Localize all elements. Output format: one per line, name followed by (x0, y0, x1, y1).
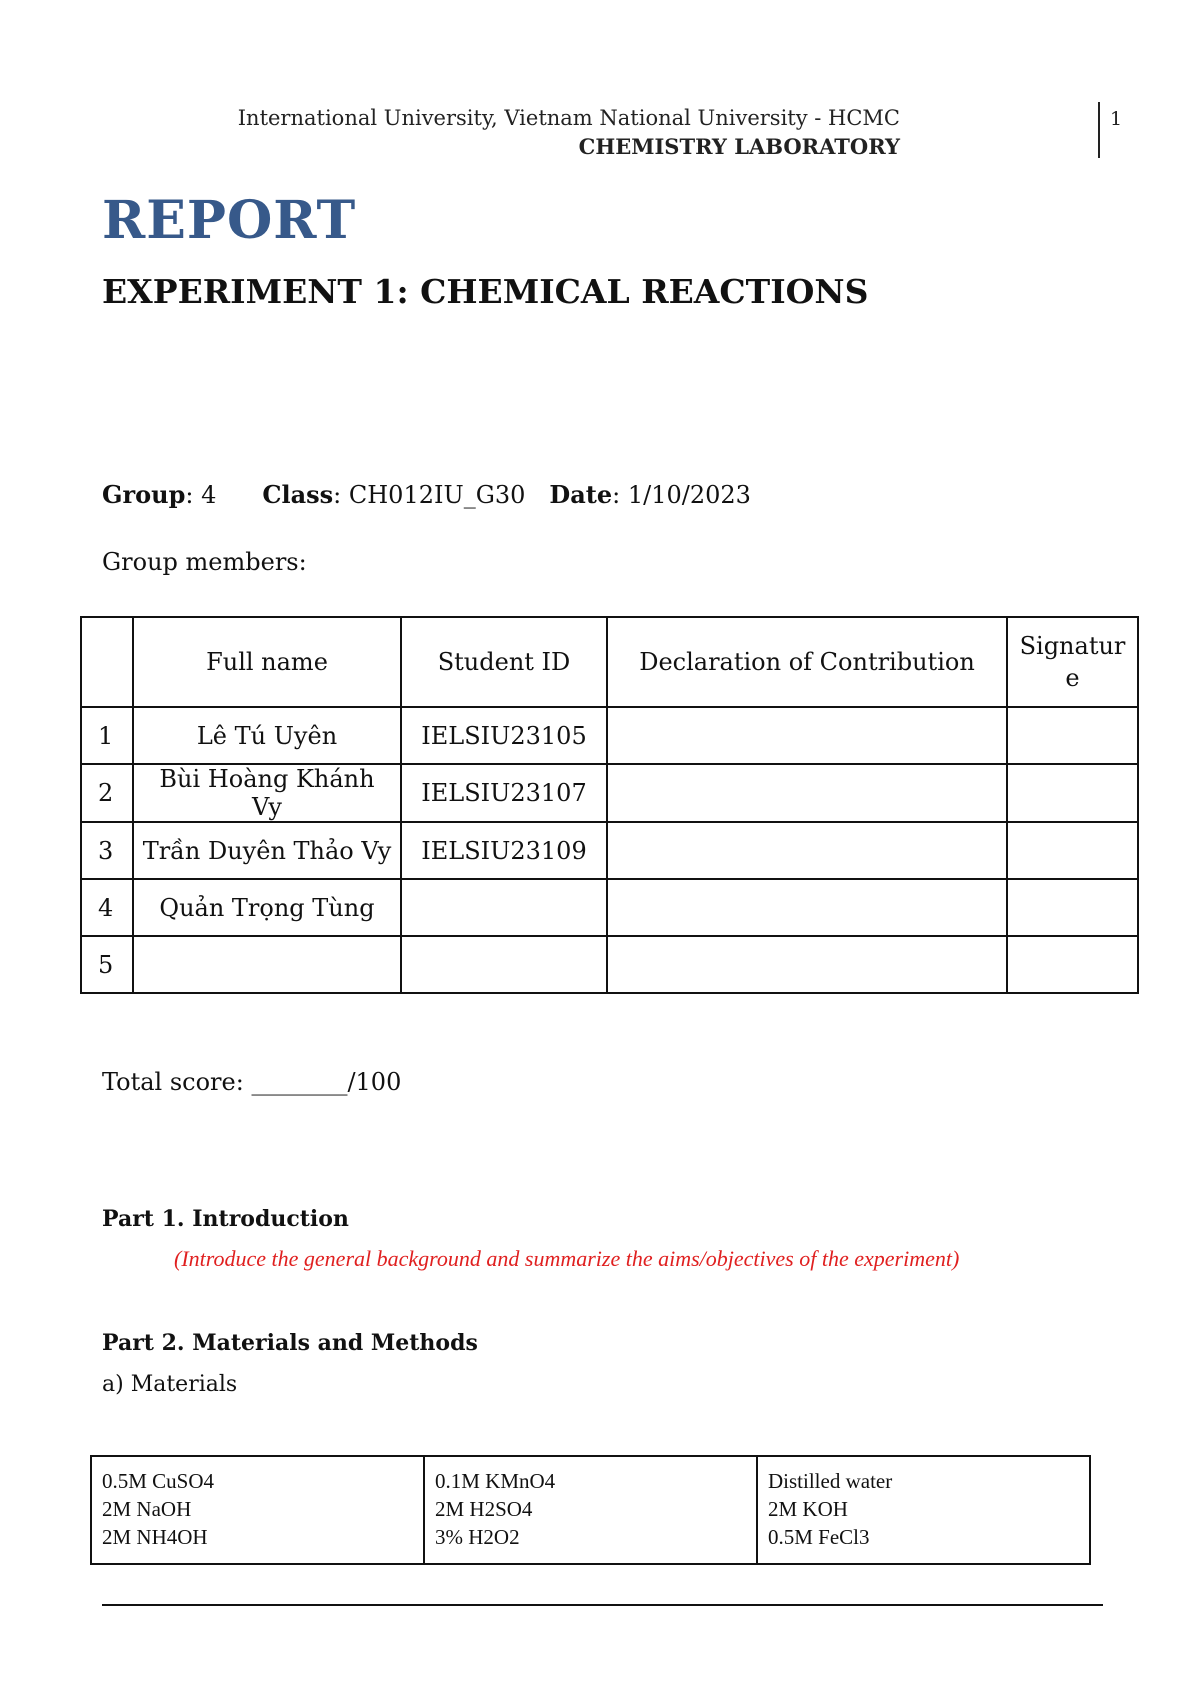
date-value: : 1/10/2023 (612, 481, 751, 509)
materials-cell (424, 1456, 757, 1564)
header-lab: CHEMISTRY LABORATORY (578, 134, 900, 159)
member-signature (1007, 707, 1138, 764)
member-name (133, 936, 401, 993)
class-value: : CH012IU_G30 (333, 481, 526, 509)
group-members-label: Group members: (102, 548, 307, 576)
row-number: 2 (81, 764, 133, 822)
header-cell-contribution: Declaration of Contribution (607, 617, 1007, 707)
row-number: 5 (81, 936, 133, 993)
row-number: 4 (81, 879, 133, 936)
header-cell-number (81, 617, 133, 707)
member-contribution (607, 936, 1007, 993)
date-label: Date (549, 480, 613, 509)
member-contribution (607, 707, 1007, 764)
member-signature (1007, 822, 1138, 879)
page-title: REPORT (102, 190, 357, 251)
member-name: Trần Duyên Thảo Vy (133, 822, 401, 879)
material-item: 2M NaOH (102, 1497, 192, 1521)
members-table (80, 616, 1139, 994)
material-item: 3% H2O2 (435, 1525, 520, 1549)
member-name: Bùi Hoàng Khánh Vy (133, 764, 401, 822)
page-number: 1 (1110, 108, 1123, 130)
table-row (81, 879, 1138, 936)
member-signature (1007, 879, 1138, 936)
part2-heading: Part 2. Materials and Methods (102, 1330, 478, 1356)
member-signature (1007, 936, 1138, 993)
member-signature (1007, 764, 1138, 822)
member-contribution (607, 879, 1007, 936)
member-id: IELSIU23109 (401, 822, 607, 879)
member-id (401, 879, 607, 936)
class-label: Class (262, 480, 334, 509)
group-value: : 4 (185, 481, 217, 509)
materials-subheading: a) Materials (102, 1372, 238, 1397)
experiment-title: EXPERIMENT 1: CHEMICAL REACTIONS (102, 272, 869, 311)
material-item: Distilled water (768, 1469, 893, 1493)
total-score: Total score: ________/100 (102, 1068, 402, 1096)
materials-cell (91, 1456, 424, 1564)
member-id: IELSIU23105 (401, 707, 607, 764)
header-cell-studentid: Student ID (401, 617, 607, 707)
table-row (81, 936, 1138, 993)
member-name: Quản Trọng Tùng (133, 879, 401, 936)
member-contribution (607, 822, 1007, 879)
part1-heading: Part 1. Introduction (102, 1206, 349, 1232)
table-row (81, 764, 1138, 822)
material-item: 2M NH4OH (102, 1525, 208, 1549)
group-info (102, 480, 751, 509)
member-id: IELSIU23107 (401, 764, 607, 822)
header-cell-signature: Signatur e (1007, 617, 1138, 707)
footer-divider (102, 1604, 1103, 1606)
materials-cell (757, 1456, 1090, 1564)
table-row (81, 707, 1138, 764)
part1-instruction: (Introduce the general background and summarize the aims/objectives of the experiment) (174, 1246, 960, 1271)
group-label: Group (102, 480, 186, 509)
member-contribution (607, 764, 1007, 822)
materials-row (91, 1456, 1090, 1564)
member-name: Lê Tú Uyên (133, 707, 401, 764)
row-number: 1 (81, 707, 133, 764)
header-university: International University, Vietnam National University - HCMC (237, 106, 900, 130)
member-id (401, 936, 607, 993)
material-item: 0.1M KMnO4 (435, 1469, 556, 1493)
table-header-row (81, 617, 1138, 707)
row-number: 3 (81, 822, 133, 879)
header-divider (1098, 102, 1100, 158)
materials-table (90, 1455, 1091, 1565)
material-item: 0.5M FeCl3 (768, 1525, 870, 1549)
material-item: 2M H2SO4 (435, 1497, 533, 1521)
material-item: 0.5M CuSO4 (102, 1469, 215, 1493)
table-row (81, 822, 1138, 879)
material-item: 2M KOH (768, 1497, 848, 1521)
header-cell-fullname: Full name (133, 617, 401, 707)
